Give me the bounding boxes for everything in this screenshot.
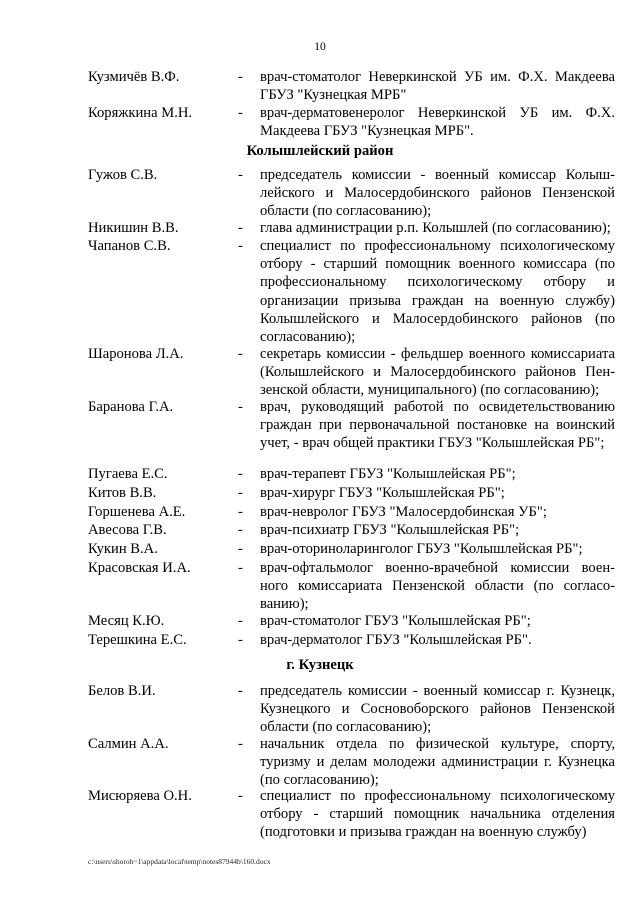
member-name: Месяц К.Ю. xyxy=(88,613,165,629)
member-name: Коряжкина М.Н. xyxy=(88,105,193,121)
member-role: председатель комиссии - военный комиссар Колыш-лейского и Малосердобинского районов Пензенской области (по согласованию); xyxy=(260,167,615,220)
member-name: Шаронова Л.А. xyxy=(88,346,184,362)
dash-separator: - xyxy=(238,238,243,254)
member-role: врач-оториноларинголог ГБУЗ "Колышлейская РБ"; xyxy=(260,541,583,557)
member-role: врач, руководящий работой по освидетельствованию граждан при первоначальной постановке на воинский учет, - врач общей практики ГБУЗ "Колышлейская РБ"; xyxy=(260,399,615,452)
member-name: Салмин А.А. xyxy=(88,736,169,752)
dash-separator: - xyxy=(238,632,243,648)
member-role: врач-дерматолог ГБУЗ "Колышлейская РБ". xyxy=(260,632,532,648)
member-name: Пугаева Е.С. xyxy=(88,466,168,482)
member-name: Терешкина Е.С. xyxy=(88,632,187,648)
member-name: Китов В.В. xyxy=(88,485,157,501)
file-path-footer: c:\users\shoroh~1\appdata\local\temp\notes87944b\160.docx xyxy=(88,857,271,866)
member-name: Гужов С.В. xyxy=(88,167,158,183)
section-heading: г. Кузнецк xyxy=(286,657,354,673)
member-role: глава администрации р.п. Колышлей (по согласованию); xyxy=(260,220,611,236)
dash-separator: - xyxy=(238,105,243,121)
dash-separator: - xyxy=(238,504,243,520)
member-name: Никишин В.В. xyxy=(88,220,179,236)
member-role: врач-офтальмолог военно-врачебной комиссии воен-ного комиссариата Пензенской области (по согласо-ванию); xyxy=(260,560,615,613)
member-name: Баранова Г.А. xyxy=(88,399,174,415)
member-role: врач-дерматовенеролог Неверкинской УБ им. Ф.Х. Макдеева ГБУЗ "Кузнецкая МРБ". xyxy=(260,105,615,140)
member-role: начальник отдела по физической культуре, спорту, туризму и делам молодежи администрации г. Кузнецка (по согласованию); xyxy=(260,736,615,789)
member-role: врач-терапевт ГБУЗ "Колышлейская РБ"; xyxy=(260,466,516,482)
member-name: Авесова Г.В. xyxy=(88,522,167,538)
member-name: Кукин В.А. xyxy=(88,541,158,557)
dash-separator: - xyxy=(238,220,243,236)
member-name: Мисюряева О.Н. xyxy=(88,788,192,804)
member-role: специалист по профессиональному психологическому отбору - старший помощник начальника отделения (подготовки и призыва граждан на военную службу) xyxy=(260,788,615,841)
member-role: врач-невролог ГБУЗ "Малосердобинская УБ"; xyxy=(260,504,547,520)
member-role: председатель комиссии - военный комиссар г. Кузнецк, Кузнецкого и Сосновоборского районов Пензенской области (по согласованию); xyxy=(260,683,615,736)
dash-separator: - xyxy=(238,683,243,699)
dash-separator: - xyxy=(238,346,243,362)
member-role: специалист по профессиональному психологическому отбору - старший помощник военного комиссара (по профессиональному психологическому отбору и организации призыва граждан на военную службу) Колышлейского и Малосердобинского районов (по согласованию); xyxy=(260,238,615,346)
dash-separator: - xyxy=(238,560,243,576)
dash-separator: - xyxy=(238,69,243,85)
dash-separator: - xyxy=(238,788,243,804)
dash-separator: - xyxy=(238,485,243,501)
section-heading: Колышлейский район xyxy=(246,143,394,159)
dash-separator: - xyxy=(238,399,243,415)
dash-separator: - xyxy=(238,522,243,538)
member-role: секретарь комиссии - фельдшер военного комиссариата (Колышлейского и Малосердобинского районов Пен-зенской области, муниципального) (по согласованию); xyxy=(260,346,615,399)
member-role: врач-стоматолог Неверкинской УБ им. Ф.Х. Макдеева ГБУЗ "Кузнецкая МРБ" xyxy=(260,69,615,104)
dash-separator: - xyxy=(238,613,243,629)
dash-separator: - xyxy=(238,736,243,752)
dash-separator: - xyxy=(238,541,243,557)
member-name: Красовская И.А. xyxy=(88,560,191,576)
dash-separator: - xyxy=(238,466,243,482)
dash-separator: - xyxy=(238,167,243,183)
member-role: врач-психиатр ГБУЗ "Колышлейская РБ"; xyxy=(260,522,520,538)
member-name: Горшенева А.Е. xyxy=(88,504,186,520)
page-number: 10 xyxy=(314,41,326,53)
member-name: Чапанов С.В. xyxy=(88,238,171,254)
member-role: врач-стоматолог ГБУЗ "Колышлейская РБ"; xyxy=(260,613,531,629)
member-name: Белов В.И. xyxy=(88,683,156,699)
member-role: врач-хирург ГБУЗ "Колышлейская РБ"; xyxy=(260,485,505,501)
member-name: Кузмичёв В.Ф. xyxy=(88,69,180,85)
